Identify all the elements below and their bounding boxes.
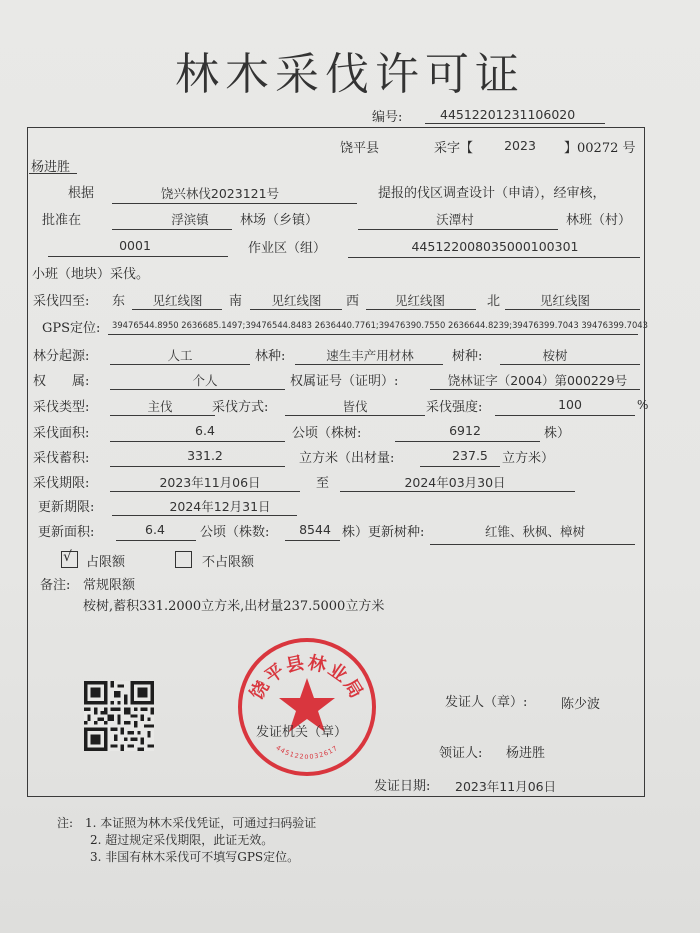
issue-date: 2023年11月06日 bbox=[455, 779, 557, 794]
harvest-type-value: 主伐 bbox=[147, 399, 173, 414]
forest-type-label: 林种: bbox=[255, 349, 286, 364]
renew-area-label: 更新面积: bbox=[38, 525, 95, 540]
serial-label: 编号: bbox=[372, 110, 403, 125]
percent-sign: % bbox=[637, 398, 649, 412]
east-label: 东 bbox=[112, 294, 126, 309]
method-label: 采伐方式: bbox=[212, 400, 269, 415]
renew-species-label: 株）更新树种: bbox=[342, 525, 425, 540]
period-to: 至 bbox=[316, 476, 330, 491]
lin-ban-label: 林班（村） bbox=[566, 213, 632, 228]
renew-tree-count: 8544 bbox=[299, 522, 331, 537]
remark-line-1: 常规限额 bbox=[83, 578, 136, 593]
occupy-quota-label: 占限额 bbox=[86, 555, 126, 570]
official-seal bbox=[236, 636, 378, 778]
origin-value: 人工 bbox=[167, 348, 193, 363]
intensity-value: 100 bbox=[558, 397, 582, 412]
gps-label: GPS定位: bbox=[42, 321, 101, 336]
renew-area: 6.4 bbox=[145, 522, 165, 537]
area-trees-label: 公顷（株树: bbox=[292, 426, 362, 441]
output-close: 立方米） bbox=[502, 451, 555, 466]
area-value: 6.4 bbox=[195, 423, 215, 438]
receiver-label: 领证人: bbox=[439, 746, 483, 761]
not-occupy-quota-checkbox[interactable] bbox=[175, 551, 192, 568]
note-1: 注: 1. 本证照为林木采伐凭证，可通过扫码验证 bbox=[57, 816, 317, 830]
seal-text: 饶平县林业局 bbox=[246, 652, 368, 704]
south-label: 南 bbox=[229, 294, 243, 309]
county: 饶平县 bbox=[340, 141, 380, 156]
basis-label: 根据 bbox=[68, 186, 95, 201]
certificate-title: 林木采伐许可证 bbox=[175, 49, 525, 100]
west-bound: 见红线图 bbox=[394, 293, 445, 308]
zone-number: 445122008035000100301 bbox=[411, 239, 579, 254]
authority-label: 发证机关（章） bbox=[256, 725, 348, 740]
town: 浮滨镇 bbox=[171, 212, 209, 227]
applicant-name: 杨进胜 bbox=[31, 160, 71, 175]
renew-count-label: 公顷（株数: bbox=[200, 525, 270, 540]
receiver-name: 杨进胜 bbox=[506, 746, 546, 761]
check-mark-icon: √ bbox=[63, 549, 72, 565]
forest-type-value: 速生丰产用材林 bbox=[326, 348, 414, 363]
issue-date-label: 发证日期: bbox=[374, 779, 431, 794]
serial-number: 44512201231106020 bbox=[440, 107, 576, 122]
tree-count: 6912 bbox=[449, 423, 481, 438]
cai-zi: 采字【 bbox=[434, 141, 474, 156]
species-label: 树种: bbox=[452, 349, 483, 364]
harvest-type-label: 采伐类型: bbox=[33, 400, 90, 415]
renew-deadline: 2024年12月31日 bbox=[169, 499, 271, 514]
output-value: 237.5 bbox=[452, 448, 488, 463]
forest-farm-label: 林场（乡镇） bbox=[240, 213, 319, 228]
south-bound: 见红线图 bbox=[271, 293, 322, 308]
output-label: 立方米（出材量: bbox=[299, 451, 395, 466]
north-label: 北 bbox=[487, 294, 501, 309]
gps-coordinates: 39476544.8950 2636685.1497;39476544.8483 2636440.7761;39476390.7550 2636644.8239;39476399.7043 39476399.7043 bbox=[112, 320, 648, 330]
area-label: 采伐面积: bbox=[33, 426, 90, 441]
issuer-label: 发证人（章）: bbox=[445, 695, 528, 710]
stock-label: 采伐蓄积: bbox=[33, 451, 90, 466]
ownership-label: 权 属: bbox=[33, 374, 90, 389]
stock-value: 331.2 bbox=[187, 448, 223, 463]
north-bound: 见红线图 bbox=[539, 293, 590, 308]
occupy-quota-checkbox[interactable] bbox=[61, 551, 78, 568]
west-label: 西 bbox=[346, 294, 360, 309]
origin-label: 林分起源: bbox=[33, 349, 90, 364]
renew-species: 红锥、秋枫、樟树 bbox=[484, 524, 585, 539]
permit-year: 2023 bbox=[504, 138, 536, 153]
period-end: 2024年03月30日 bbox=[404, 475, 506, 490]
note-2: 2. 超过规定采伐期限，此证无效。 bbox=[90, 833, 274, 847]
period-label: 采伐期限: bbox=[33, 476, 90, 491]
svg-text:4451220032617 bbox=[274, 744, 339, 761]
zone-label: 作业区（组） bbox=[248, 241, 327, 256]
species-value: 桉树 bbox=[542, 348, 568, 363]
xiaoban-label: 小班（地块）采伐。 bbox=[32, 267, 150, 282]
basis-doc-number: 饶兴林伐2023121号 bbox=[160, 186, 280, 201]
remark-line-2: 桉树,蓄积331.2000立方米,出材量237.5000立方米 bbox=[83, 599, 385, 614]
remark-label: 备注: bbox=[40, 578, 71, 593]
bounds-label: 采伐四至: bbox=[33, 294, 90, 309]
cert-value: 饶林证字（2004）第000229号 bbox=[447, 373, 628, 388]
intensity-label: 采伐强度: bbox=[426, 400, 483, 415]
seal-code: 4451220032617 bbox=[274, 743, 340, 761]
basis-tail: 提报的伐区调查设计（申请），经审核， bbox=[378, 186, 606, 201]
cert-label: 权属证号（证明）: bbox=[290, 374, 399, 389]
ownership-value: 个人 bbox=[192, 373, 218, 388]
ban-number: 0001 bbox=[119, 238, 151, 253]
not-occupy-quota-label: 不占限额 bbox=[202, 555, 255, 570]
method-value: 皆伐 bbox=[342, 399, 368, 414]
period-start: 2023年11月06日 bbox=[159, 475, 261, 490]
note-3: 3. 非国有林木采伐可不填写GPS定位。 bbox=[90, 850, 300, 864]
permit-number: 】00272 号 bbox=[564, 141, 636, 156]
trees-close: 株） bbox=[544, 426, 571, 441]
village: 沃潭村 bbox=[436, 212, 474, 227]
renew-deadline-label: 更新期限: bbox=[38, 500, 95, 515]
east-bound: 见红线图 bbox=[152, 293, 203, 308]
verification-qr-code-icon[interactable] bbox=[84, 681, 154, 751]
approve-label: 批准在 bbox=[42, 213, 82, 228]
issuer-name: 陈少波 bbox=[561, 697, 601, 712]
